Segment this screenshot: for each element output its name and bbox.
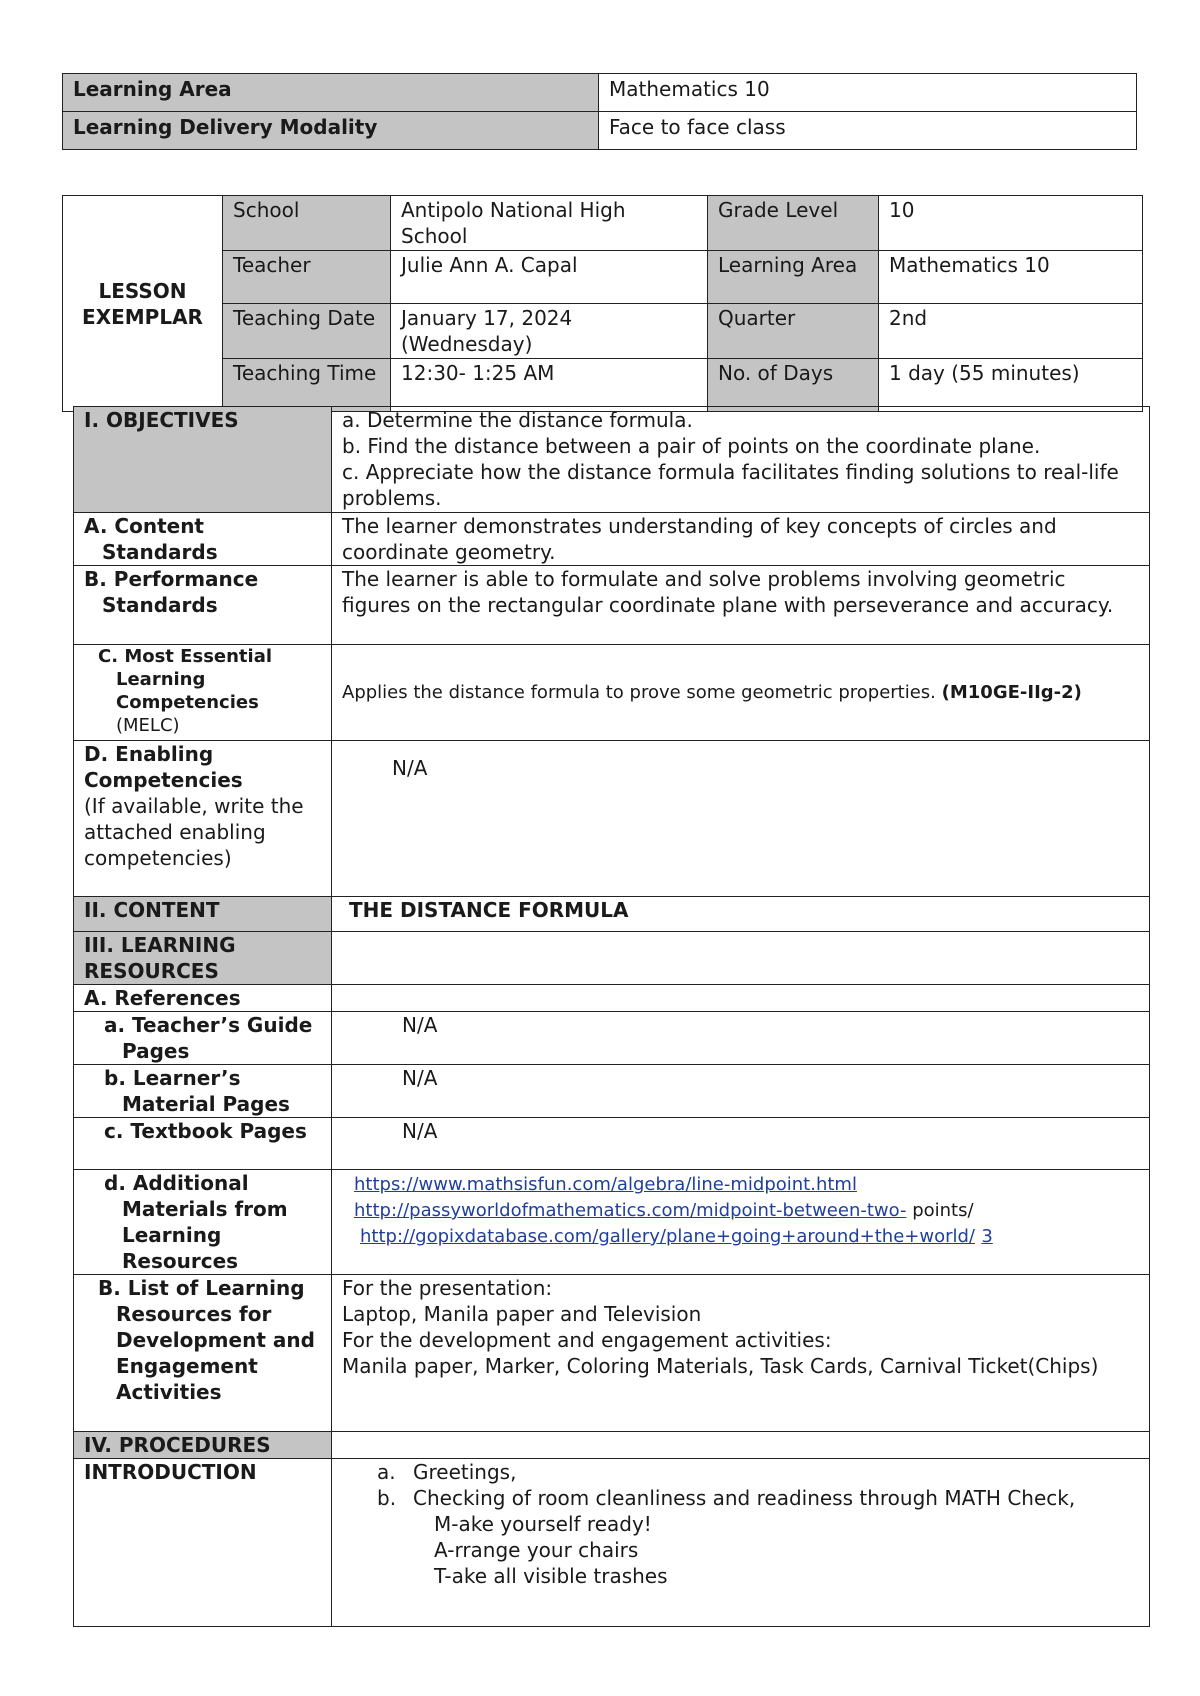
content-value: THE DISTANCE FORMULA bbox=[332, 897, 1150, 932]
time-value: 12:30- 1:25 AM bbox=[391, 359, 708, 412]
introduction-item bbox=[377, 1459, 1139, 1485]
performance-standards-label-text: B. Performance Standards bbox=[84, 567, 259, 617]
lesson-plan-table bbox=[73, 406, 1150, 1627]
melc-value bbox=[332, 645, 1150, 741]
content-standards-label-text: A. Content Standards bbox=[84, 514, 218, 564]
item-marker: b. bbox=[377, 1486, 397, 1510]
teacher-label: Teacher bbox=[223, 251, 391, 304]
additional-materials-label-text: d. Additional Materials from Learning Resources bbox=[104, 1171, 288, 1273]
list-line: For the development and engagement activities: bbox=[342, 1328, 832, 1352]
objective-item: c. Appreciate how the distance formula facilitates finding solutions to real-life problems. bbox=[342, 460, 1119, 510]
days-value: 1 day (55 minutes) bbox=[879, 359, 1143, 412]
tb-label bbox=[74, 1118, 332, 1170]
item-marker: a. bbox=[377, 1460, 396, 1484]
references-label: A. References bbox=[74, 985, 332, 1012]
resources-label: III. LEARNING RESOURCES bbox=[74, 932, 332, 985]
introduction-list bbox=[342, 1459, 1139, 1511]
grade-value: 10 bbox=[879, 196, 1143, 251]
enabling-value bbox=[332, 741, 1150, 897]
objective-item: b. Find the distance between a pair of points on the coordinate plane. bbox=[342, 434, 1041, 458]
date-value-line-1: January 17, 2024 bbox=[401, 306, 573, 330]
tg-label-text: a. Teacher’s Guide Pages bbox=[104, 1013, 313, 1063]
references-value bbox=[332, 985, 1150, 1012]
list-line: Laptop, Manila paper and Television bbox=[342, 1302, 702, 1326]
lesson-label-line-2: EXEMPLAR bbox=[82, 304, 203, 329]
content-standards-value: The learner demonstrates understanding of key concepts of circles and coordinate geometry. bbox=[332, 513, 1150, 566]
resource-link-3[interactable]: http://gopixdatabase.com/gallery/plane+going+around+the+world/ bbox=[360, 1226, 975, 1247]
grade-label: Grade Level bbox=[708, 196, 879, 251]
tb-label-text: c. Textbook Pages bbox=[104, 1119, 307, 1143]
tg-value bbox=[332, 1012, 1150, 1065]
school-label: School bbox=[223, 196, 391, 251]
modality-value: Face to face class bbox=[599, 112, 1137, 150]
list-line: For the presentation: bbox=[342, 1276, 553, 1300]
list-line: Manila paper, Marker, Coloring Materials, Task Cards, Carnival Ticket(Chips) bbox=[342, 1354, 1099, 1378]
tg-value-text: N/A bbox=[402, 1013, 438, 1037]
procedures-value bbox=[332, 1432, 1150, 1459]
introduction-value bbox=[332, 1459, 1150, 1627]
math-check-a: A-rrange your chairs bbox=[434, 1538, 639, 1562]
modality-label: Learning Delivery Modality bbox=[63, 112, 599, 150]
area-label: Learning Area bbox=[708, 251, 879, 304]
list-resources-label-text: B. List of Learning Resources for Development and Engagement Activities bbox=[98, 1276, 315, 1404]
lesson-label-line-1: LESSON bbox=[98, 278, 187, 303]
enabling-label bbox=[74, 741, 332, 897]
content-standards-label bbox=[74, 513, 332, 566]
enabling-label-sub: (If available, write the attached enabling competencies) bbox=[84, 794, 304, 870]
resources-value bbox=[332, 932, 1150, 985]
additional-materials-value bbox=[332, 1170, 1150, 1275]
tg-label bbox=[74, 1012, 332, 1065]
days-label: No. of Days bbox=[708, 359, 879, 412]
lm-label bbox=[74, 1065, 332, 1118]
lm-value bbox=[332, 1065, 1150, 1118]
tb-value bbox=[332, 1118, 1150, 1170]
area-value: Mathematics 10 bbox=[879, 251, 1143, 304]
melc-value-text: Applies the distance formula to prove some geometric properties. bbox=[342, 682, 936, 703]
melc-label bbox=[74, 645, 332, 741]
date-label: Teaching Date bbox=[223, 304, 391, 359]
quarter-label: Quarter bbox=[708, 304, 879, 359]
objective-item: a. Determine the distance formula. bbox=[342, 408, 693, 432]
learning-area-value: Mathematics 10 bbox=[599, 74, 1137, 112]
lm-label-text: b. Learner’s Material Pages bbox=[104, 1066, 290, 1116]
math-check-t: T-ake all visible trashes bbox=[434, 1564, 668, 1588]
resource-link-2[interactable]: http://passyworldofmathematics.com/midpoint-between-two- bbox=[354, 1200, 907, 1221]
teacher-value: Julie Ann A. Capal bbox=[391, 251, 708, 304]
enabling-value-text: N/A bbox=[392, 756, 428, 780]
resource-link-3-tail[interactable]: 3 bbox=[981, 1226, 993, 1247]
date-value bbox=[391, 304, 708, 359]
info-table bbox=[62, 195, 1143, 412]
quarter-value: 2nd bbox=[879, 304, 1143, 359]
performance-standards-value: The learner is able to formulate and solve problems involving geometric figures on the rectangular coordinate plane with perseverance and accuracy. bbox=[332, 566, 1150, 645]
list-resources-label bbox=[74, 1275, 332, 1432]
time-label: Teaching Time bbox=[223, 359, 391, 412]
list-resources-value bbox=[332, 1275, 1150, 1432]
date-value-line-2: (Wednesday) bbox=[401, 332, 533, 356]
introduction-label: INTRODUCTION bbox=[74, 1459, 332, 1627]
learning-area-label: Learning Area bbox=[63, 74, 599, 112]
objectives-label: I. OBJECTIVES bbox=[74, 407, 332, 513]
content-label: II. CONTENT bbox=[74, 897, 332, 932]
procedures-label: IV. PROCEDURES bbox=[74, 1432, 332, 1459]
lesson-exemplar-label bbox=[63, 196, 223, 412]
header-table bbox=[62, 73, 1137, 150]
introduction-item bbox=[377, 1485, 1139, 1511]
objectives-value bbox=[332, 407, 1150, 513]
item-text: Greetings, bbox=[413, 1460, 517, 1484]
resource-link-1[interactable]: https://www.mathsisfun.com/algebra/line-midpoint.html bbox=[354, 1174, 857, 1195]
performance-standards-label bbox=[74, 566, 332, 645]
math-check-m: M-ake yourself ready! bbox=[434, 1512, 652, 1536]
item-text: Checking of room cleanliness and readiness through MATH Check, bbox=[413, 1486, 1076, 1510]
school-value: Antipolo National High School bbox=[391, 196, 708, 251]
enabling-label-text: D. Enabling Competencies bbox=[84, 742, 243, 792]
melc-label-text: C. Most Essential Learning Competencies bbox=[98, 646, 273, 713]
resource-link-2-tail: points/ bbox=[906, 1200, 974, 1221]
melc-code: (M10GE-IIg-2) bbox=[941, 682, 1082, 703]
lm-value-text: N/A bbox=[402, 1066, 438, 1090]
additional-materials-label bbox=[74, 1170, 332, 1275]
tb-value-text: N/A bbox=[402, 1119, 438, 1143]
melc-label-sub: (MELC) bbox=[116, 715, 180, 736]
